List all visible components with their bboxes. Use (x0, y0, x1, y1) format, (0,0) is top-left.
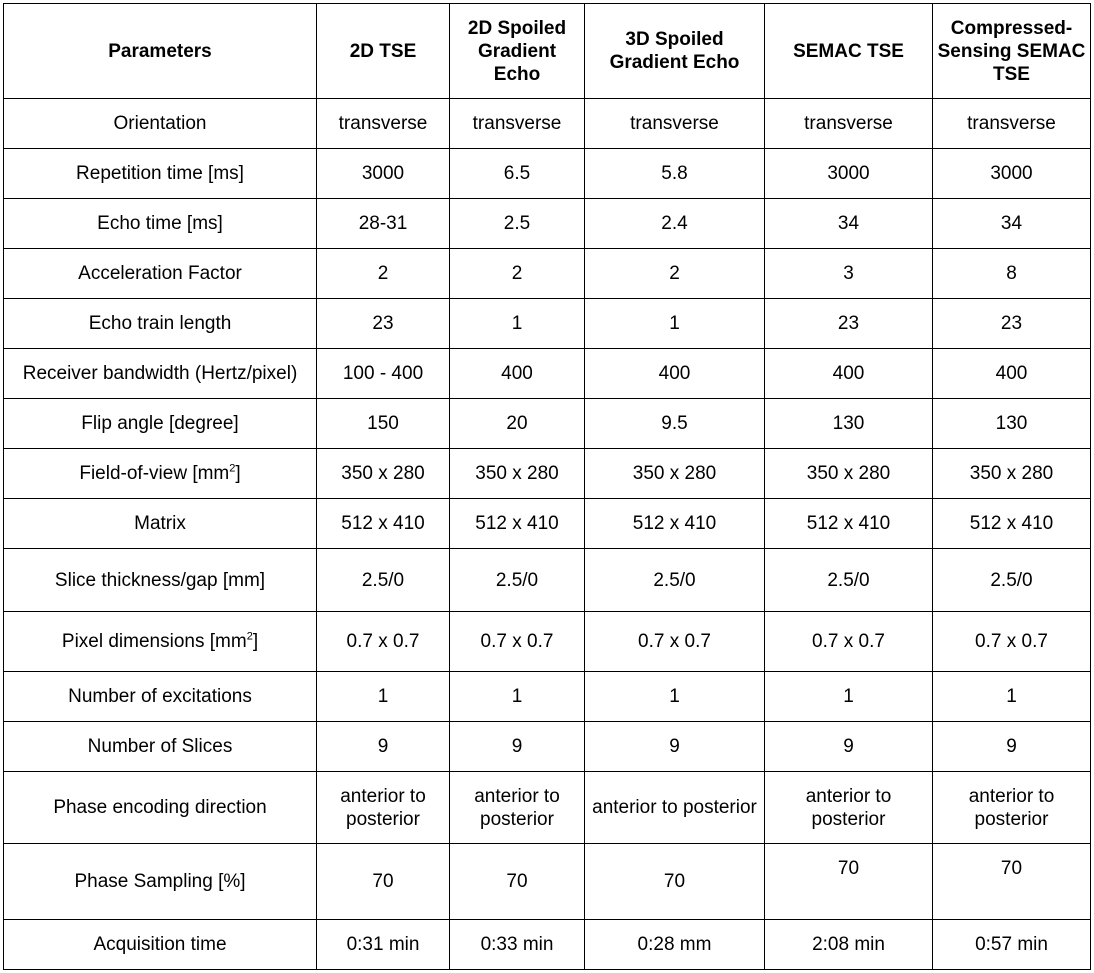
header-semac-tse: SEMAC TSE (765, 4, 933, 99)
table-cell: 2 (450, 249, 585, 299)
table-row (4, 449, 1091, 499)
table-wrapper (3, 3, 1091, 970)
superscript: 2 (246, 630, 253, 643)
table-cell: 350 x 280 (933, 449, 1091, 499)
table-cell: 34 (765, 199, 933, 249)
table-cell: 1 (933, 672, 1091, 722)
table-cell: 9 (317, 722, 450, 772)
table-cell: 0:33 min (450, 920, 585, 970)
table-cell: 9 (585, 722, 765, 772)
table-cell: 2.5/0 (317, 549, 450, 612)
table-cell: 0.7 x 0.7 (933, 612, 1091, 672)
table-cell: 2.5/0 (450, 549, 585, 612)
table-row (4, 772, 1091, 844)
table-cell: 350 x 280 (765, 449, 933, 499)
header-row (4, 4, 1091, 99)
table-cell: 0.7 x 0.7 (585, 612, 765, 672)
table-cell: transverse (450, 99, 585, 149)
row-label: Acceleration Factor (4, 249, 317, 299)
table-row (4, 499, 1091, 549)
table-cell: 512 x 410 (765, 499, 933, 549)
table-cell: transverse (765, 99, 933, 149)
table-cell: 2.5/0 (585, 549, 765, 612)
table-cell: 9 (933, 722, 1091, 772)
table-row (4, 299, 1091, 349)
table-cell (933, 844, 1091, 920)
table-row (4, 549, 1091, 612)
table-cell: 400 (450, 349, 585, 399)
table-row (4, 399, 1091, 449)
header-parameters: Parameters (4, 4, 317, 99)
table-cell: 1 (450, 299, 585, 349)
table-cell: transverse (317, 99, 450, 149)
table-cell: 400 (765, 349, 933, 399)
table-cell: 1 (450, 672, 585, 722)
row-label: Receiver bandwidth (Hertz/pixel) (4, 349, 317, 399)
table-cell: 0.7 x 0.7 (765, 612, 933, 672)
table-cell: 70 (450, 844, 585, 920)
table-cell: transverse (585, 99, 765, 149)
row-label: Number of excitations (4, 672, 317, 722)
table-cell: 350 x 280 (450, 449, 585, 499)
table-cell: 23 (317, 299, 450, 349)
table-cell: 70 (585, 844, 765, 920)
table-cell: 2.5/0 (765, 549, 933, 612)
label-end: ] (235, 463, 241, 484)
table-cell: 23 (933, 299, 1091, 349)
table-cell: 70 (317, 844, 450, 920)
table-cell: anterior to posterior (765, 772, 933, 844)
table-row (4, 672, 1091, 722)
row-label: Echo time [ms] (4, 199, 317, 249)
row-label (4, 449, 317, 499)
mri-parameters-table (3, 3, 1091, 970)
table-cell: anterior to posterior (585, 772, 765, 844)
row-label: Matrix (4, 499, 317, 549)
table-row (4, 844, 1091, 920)
table-cell: 28-31 (317, 199, 450, 249)
table-row (4, 249, 1091, 299)
row-label: Flip angle [degree] (4, 399, 317, 449)
table-row (4, 199, 1091, 249)
table-cell (765, 844, 933, 920)
table-cell: 9.5 (585, 399, 765, 449)
table-cell: 512 x 410 (585, 499, 765, 549)
row-label: Phase encoding direction (4, 772, 317, 844)
table-cell: 8 (933, 249, 1091, 299)
cell-value: 70 (1000, 858, 1023, 879)
table-cell: 34 (933, 199, 1091, 249)
label-text: Pixel dimensions [mm (61, 631, 247, 652)
table-cell: 3000 (317, 149, 450, 199)
table-cell: 0.7 x 0.7 (317, 612, 450, 672)
table-cell: 512 x 410 (317, 499, 450, 549)
row-label (4, 612, 317, 672)
table-cell: 5.8 (585, 149, 765, 199)
table-cell: 3000 (933, 149, 1091, 199)
header-2d-tse: 2D TSE (317, 4, 450, 99)
table-cell: 3 (765, 249, 933, 299)
table-cell: 1 (585, 672, 765, 722)
table-cell: 1 (317, 672, 450, 722)
table-cell: anterior to posterior (450, 772, 585, 844)
row-label: Repetition time [ms] (4, 149, 317, 199)
table-cell: 2.4 (585, 199, 765, 249)
header-3d-spoiled-gradient-echo: 3D Spoiled Gradient Echo (585, 4, 765, 99)
table-cell: 512 x 410 (933, 499, 1091, 549)
table-cell: 23 (765, 299, 933, 349)
row-label: Phase Sampling [%] (4, 844, 317, 920)
header-2d-spoiled-gradient-echo: 2D Spoiled Gradient Echo (450, 4, 585, 99)
table-row (4, 99, 1091, 149)
label-end: ] (252, 631, 259, 652)
row-label: Orientation (4, 99, 317, 149)
table-cell: 2.5/0 (933, 549, 1091, 612)
table-cell: 150 (317, 399, 450, 449)
table-row (4, 920, 1091, 970)
table-row (4, 149, 1091, 199)
row-label: Echo train length (4, 299, 317, 349)
table-cell: 512 x 410 (450, 499, 585, 549)
table-row (4, 722, 1091, 772)
table-cell: 2.5 (450, 199, 585, 249)
table-row (4, 612, 1091, 672)
row-label: Slice thickness/gap [mm] (4, 549, 317, 612)
row-label: Acquisition time (4, 920, 317, 970)
table-cell: 2 (585, 249, 765, 299)
table-cell: 0:57 min (933, 920, 1091, 970)
table-cell: 130 (765, 399, 933, 449)
table-cell: 100 - 400 (317, 349, 450, 399)
table-cell: 400 (585, 349, 765, 399)
table-cell: 3000 (765, 149, 933, 199)
table-cell: 1 (765, 672, 933, 722)
cell-value: 70 (837, 858, 860, 879)
table-cell: 400 (933, 349, 1091, 399)
table-cell: 6.5 (450, 149, 585, 199)
table-cell: 20 (450, 399, 585, 449)
header-cs-semac-tse: Compressed-Sensing SEMAC TSE (933, 4, 1091, 99)
table-cell: 1 (585, 299, 765, 349)
table-cell: 130 (933, 399, 1091, 449)
table-cell: anterior to posterior (933, 772, 1091, 844)
table-cell: 2 (317, 249, 450, 299)
table-cell: transverse (933, 99, 1091, 149)
label-text: Field-of-view [mm (79, 463, 230, 484)
table-cell: 2:08 min (765, 920, 933, 970)
table-cell: 9 (765, 722, 933, 772)
table-row (4, 349, 1091, 399)
superscript: 2 (229, 462, 236, 475)
table-cell: 0.7 x 0.7 (450, 612, 585, 672)
table-cell: anterior to posterior (317, 772, 450, 844)
table-cell: 0:28 mm (585, 920, 765, 970)
row-label: Number of Slices (4, 722, 317, 772)
table-cell: 9 (450, 722, 585, 772)
table-cell: 350 x 280 (317, 449, 450, 499)
table-cell: 350 x 280 (585, 449, 765, 499)
table-cell: 0:31 min (317, 920, 450, 970)
